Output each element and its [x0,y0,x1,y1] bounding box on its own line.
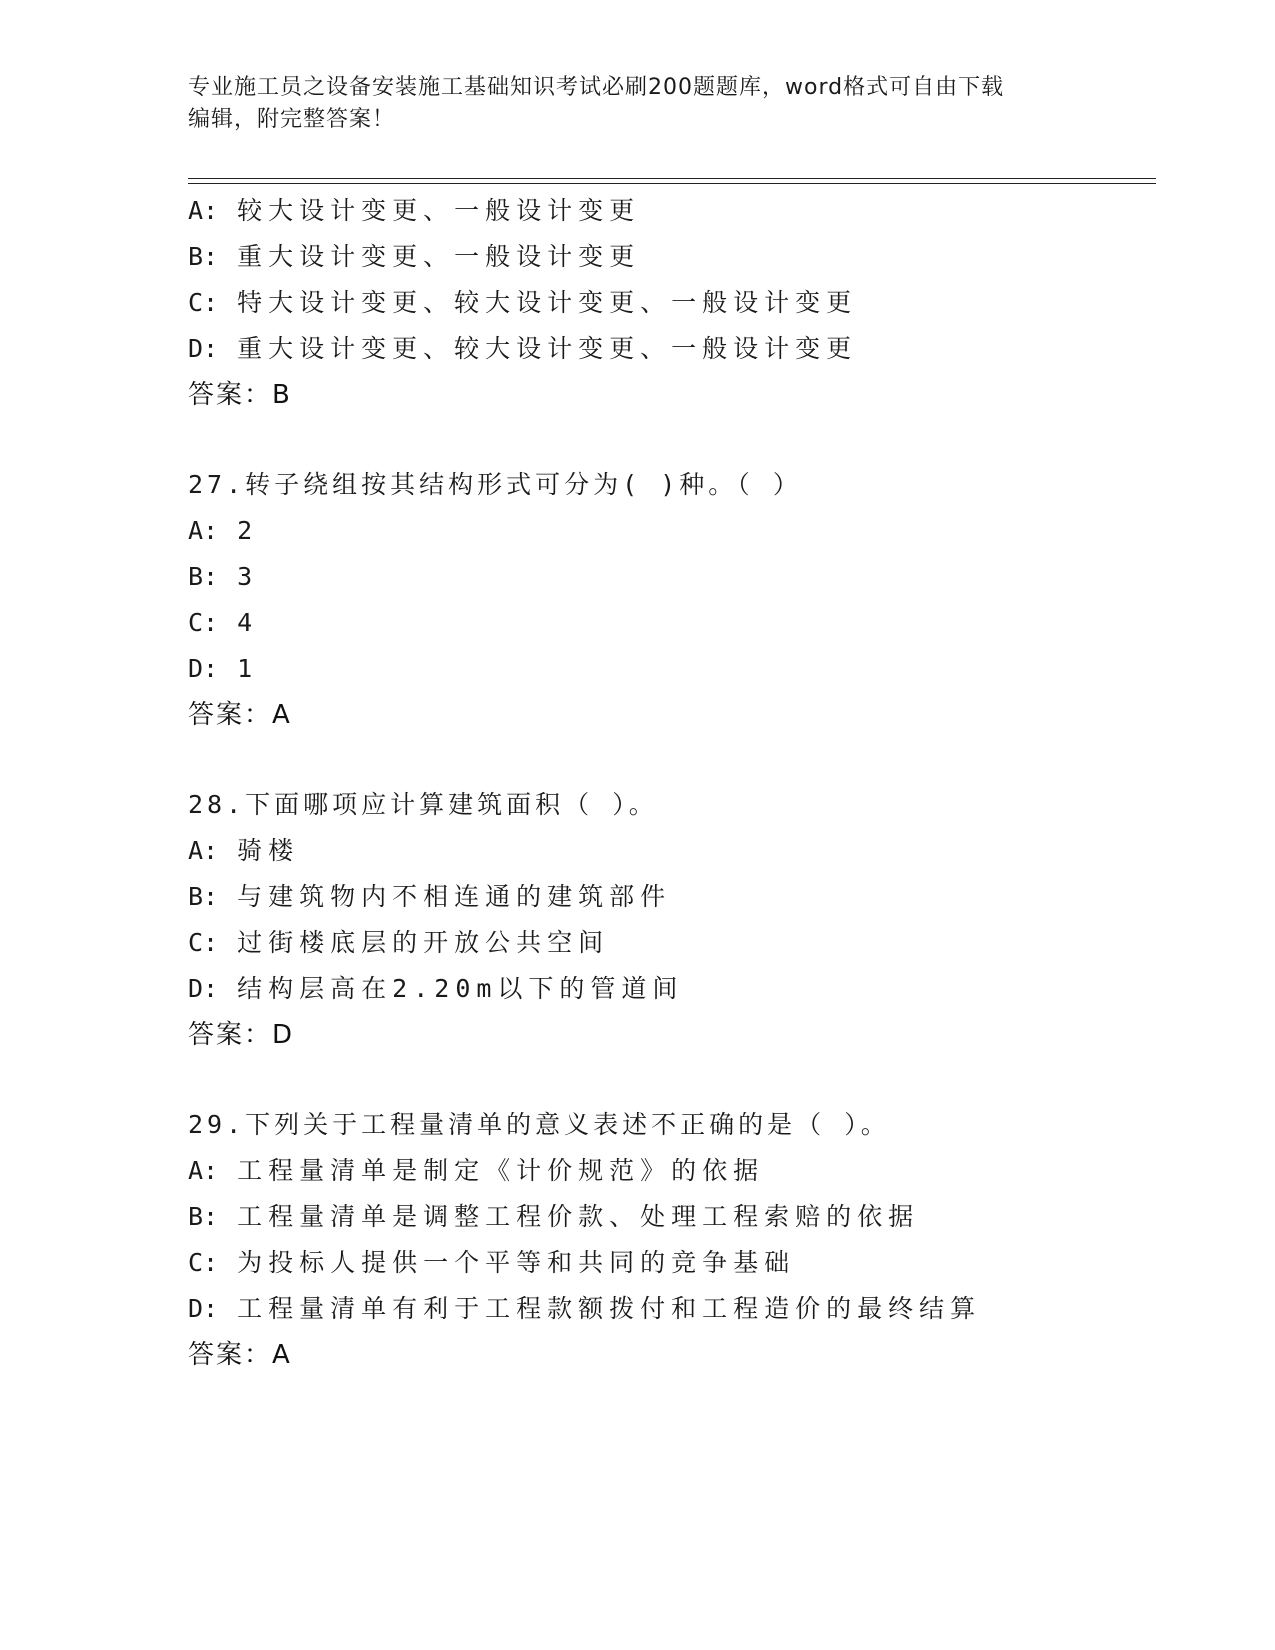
option-a [188,508,1148,554]
option-label: A: [188,516,219,545]
question-stem: 28.下面哪项应计算建筑面积（ ）。 [188,790,658,819]
option-label: C: [188,288,219,317]
option-a [188,188,1148,234]
header-divider-bottom [188,183,1156,184]
question-list [188,188,1148,1378]
answer-line: 答案：B [188,380,292,410]
question-block [188,188,1148,418]
answer-line: 答案：A [188,700,292,730]
option-text: 与建筑物内不相连通的建筑部件 [237,882,672,911]
option-text: 工程量清单有利于工程款额拨付和工程造价的最终结算 [237,1294,982,1323]
option-label: D: [188,1294,219,1323]
option-text: 1 [237,654,259,683]
option-label: A: [188,1156,219,1185]
answer-line: 答案：A [188,1340,292,1370]
option-text: 重大设计变更、一般设计变更 [237,242,641,271]
option-label: D: [188,974,219,1003]
option-text: 为投标人提供一个平等和共同的竞争基础 [237,1248,796,1277]
option-d [188,326,1148,372]
option-a [188,828,1148,874]
option-b [188,234,1148,280]
option-text: 过街楼底层的开放公共空间 [237,928,610,957]
option-label: B: [188,242,219,271]
header-line-2: 编辑，附完整答案！ [188,107,396,132]
header-divider-top [188,178,1156,179]
option-label: C: [188,1248,219,1277]
option-label: D: [188,334,219,363]
option-text: 骑楼 [237,836,300,865]
option-c [188,280,1148,326]
option-text: 4 [237,608,259,637]
option-label: A: [188,836,219,865]
option-a [188,1148,1148,1194]
option-label: D: [188,654,219,683]
question-block [188,462,1148,738]
option-text: 重大设计变更、较大设计变更、一般设计变更 [237,334,858,363]
option-d [188,646,1148,692]
option-text: 3 [237,562,259,591]
option-label: C: [188,608,219,637]
document-header [188,72,1088,136]
option-c [188,1240,1148,1286]
question-stem: 27.转子绕组按其结构形式可分为( )种。（ ） [188,470,802,499]
option-label: B: [188,882,219,911]
question-block [188,1102,1148,1378]
option-b [188,554,1148,600]
option-label: A: [188,196,219,225]
option-text: 特大设计变更、较大设计变更、一般设计变更 [237,288,858,317]
option-label: B: [188,1202,219,1231]
option-b [188,874,1148,920]
option-text: 工程量清单是调整工程价款、处理工程索赔的依据 [237,1202,920,1231]
option-c [188,920,1148,966]
option-d [188,966,1148,1012]
option-label: B: [188,562,219,591]
question-stem: 29.下列关于工程量清单的意义表述不正确的是（ ）。 [188,1110,890,1139]
option-b [188,1194,1148,1240]
header-line-1: 专业施工员之设备安装施工基础知识考试必刷200题题库，word格式可自由下载 [188,75,1005,100]
question-block [188,782,1148,1058]
answer-line: 答案：D [188,1020,295,1050]
option-text: 较大设计变更、一般设计变更 [237,196,641,225]
option-c [188,600,1148,646]
option-text: 结构层高在2.20m以下的管道间 [237,974,684,1003]
option-d [188,1286,1148,1332]
option-text: 工程量清单是制定《计价规范》的依据 [237,1156,765,1185]
option-text: 2 [237,516,259,545]
option-label: C: [188,928,219,957]
